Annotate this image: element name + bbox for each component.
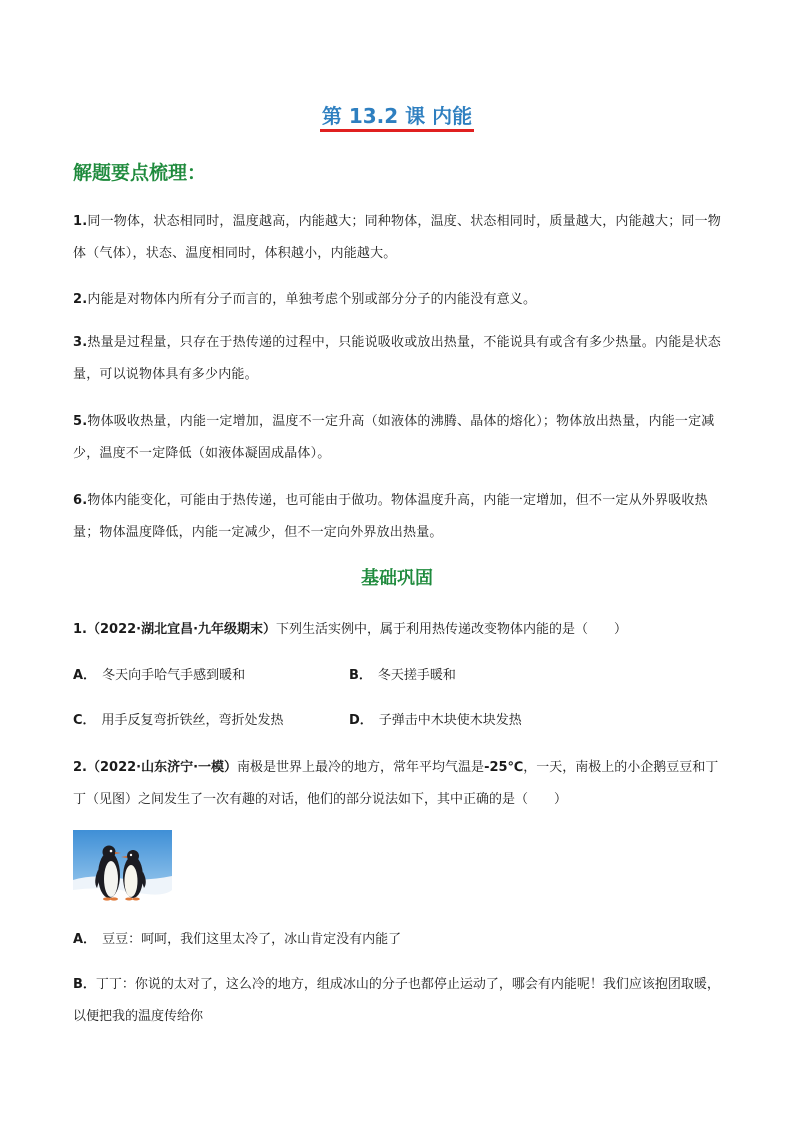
temperature-value: -25℃	[484, 760, 524, 775]
point-3	[73, 327, 723, 391]
point-number: 5.	[73, 414, 88, 429]
option-label: D．	[349, 713, 373, 728]
question-text-continued: ，一天，南极上的小企鹅豆豆和丁丁（见图）之间发生了一次有趣的对话，他们的部分说法如下，其中正确的是（ ）	[73, 760, 719, 807]
point-6	[73, 485, 723, 549]
question-1	[73, 614, 723, 646]
question-2-option-a[interactable]	[73, 930, 401, 950]
point-number: 1.	[73, 214, 88, 229]
question-number: 1.	[73, 622, 87, 637]
point-text: 热量是过程量，只存在于热传递的过程中，只能说吸收或放出热量，不能说具有或含有多少热量。内能是状态量，可以说物体具有多少内能。	[73, 335, 721, 382]
page-title-text: 第 13.2 课 内能	[320, 103, 474, 132]
option-text: 丁丁：你说的太对了，这么冷的地方，组成冰山的分子也都停止运动了，哪会有内能呢！我们应该抱团取暖，以便把我的温度传给你	[73, 977, 720, 1024]
point-2	[73, 284, 723, 316]
point-text: 物体内能变化，可能由于热传递，也可能由于做功。物体温度升高，内能一定增加，但不一定从外界吸收热量；物体温度降低，内能一定减少，但不一定向外界放出热量。	[73, 493, 708, 540]
point-text: 物体吸收热量，内能一定增加，温度不一定升高（如液体的沸腾、晶体的熔化）；物体放出热量，内能一定减少，温度不一定降低（如液体凝固成晶体）。	[73, 414, 715, 461]
question-source: （2022·湖北宜昌·九年级期末）	[86, 622, 277, 637]
question-1-option-a[interactable]	[73, 666, 245, 686]
question-1-option-d[interactable]	[349, 711, 522, 731]
question-source: （2022·山东济宁·一模）	[86, 760, 238, 775]
question-2-option-b[interactable]	[73, 969, 723, 1033]
point-1	[73, 206, 723, 270]
option-text: 冬天搓手暖和	[377, 668, 456, 683]
section-heading: 解题要点梳理：	[73, 162, 207, 184]
option-label: B．	[349, 668, 372, 683]
point-number: 3.	[73, 335, 88, 350]
penguin-photo	[73, 830, 172, 905]
question-text: 下列生活实例中，属于利用热传递改变物体内能的是（ ）	[276, 622, 628, 637]
option-label: A．	[73, 932, 97, 947]
option-label: A．	[73, 668, 97, 683]
question-1-option-b[interactable]	[349, 666, 456, 686]
question-text: 南极是世界上最冷的地方，常年平均气温是	[237, 760, 485, 775]
point-5	[73, 406, 723, 470]
page-title	[0, 102, 794, 132]
consolidation-heading: 基础巩固	[361, 568, 433, 589]
option-text: 用手反复弯折铁丝，弯折处发热	[101, 713, 284, 728]
question-2	[73, 752, 723, 816]
question-number: 2.	[73, 760, 87, 775]
point-number: 6.	[73, 493, 88, 508]
question-1-option-c[interactable]	[73, 711, 284, 731]
point-text: 内能是对物体内所有分子而言的，单独考虑个别或部分分子的内能没有意义。	[87, 292, 537, 307]
option-text: 子弹击中木块使木块发热	[378, 713, 522, 728]
point-number: 2.	[73, 292, 88, 307]
option-text: 豆豆：呵呵，我们这里太冷了，冰山肯定没有内能了	[102, 932, 402, 947]
point-text: 同一物体，状态相同时，温度越高，内能越大；同种物体，温度、状态相同时，质量越大，内能越大；同一物体（气体），状态、温度相同时，体积越小，内能越大。	[73, 214, 721, 261]
option-label: B．	[73, 977, 96, 992]
option-label: C．	[73, 713, 96, 728]
penguins-illustration	[73, 830, 172, 905]
option-text: 冬天向手哈气手感到暖和	[102, 668, 246, 683]
